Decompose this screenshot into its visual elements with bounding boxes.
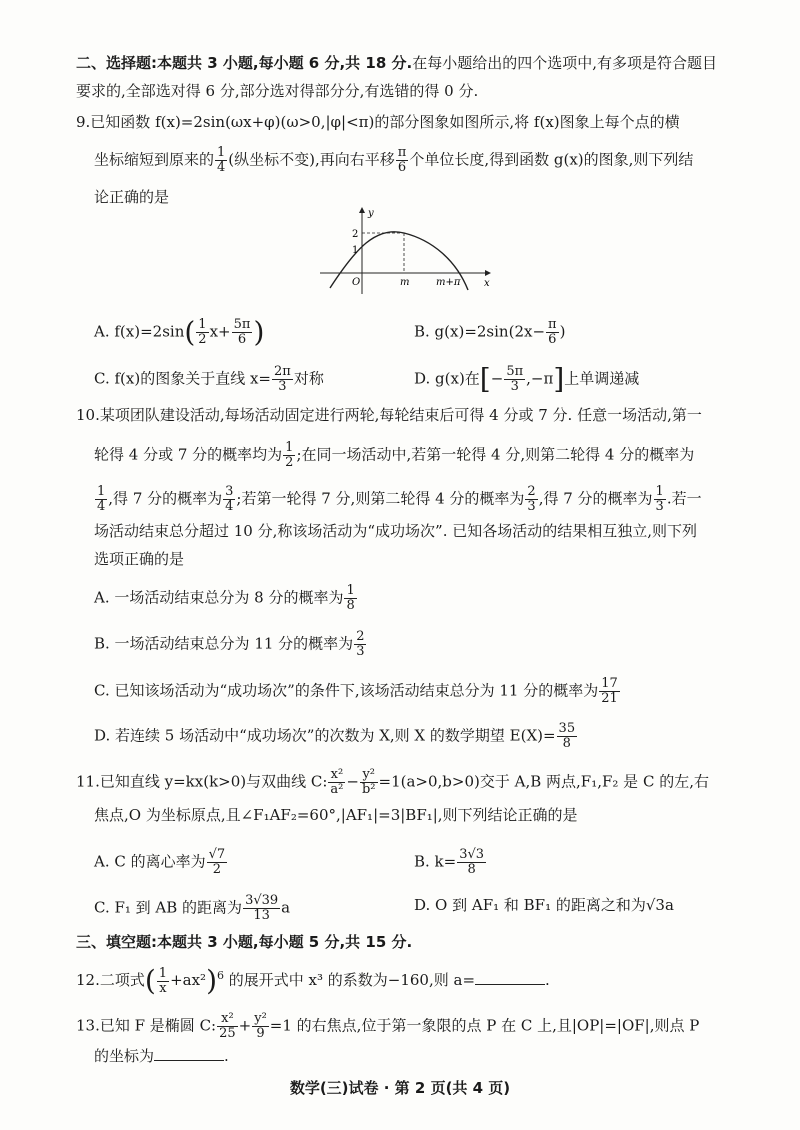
section2-heading-line2: 要求的,全部选对得 6 分,部分选对得部分分,有选错的得 0 分. xyxy=(76,82,479,100)
label-1: 1 xyxy=(352,245,359,256)
q10-option-c: C. 已知该场活动为“成功场次”的条件下,该场活动结束总分为 11 分的概率为 $\frac{17}{21}$ xyxy=(94,676,618,706)
label-y: y xyxy=(368,208,374,219)
section2-title: 二、选择题:本题共 3 小题,每小题 6 分,共 18 分. xyxy=(76,54,413,72)
q9-text: 坐标缩短到原来的 xyxy=(94,150,215,169)
q11-option-c: C. F₁ 到 AB 的距离为 $\frac{3√39}{13}$ a xyxy=(94,893,291,923)
q11-option-b: B. k= $\frac{3√3}{8}$ xyxy=(414,847,485,877)
q13-answer-blank[interactable] xyxy=(154,1046,224,1061)
q10-option-b: B. 一场活动结束总分为 11 分的概率为 $\frac{2}{3}$ xyxy=(94,629,365,659)
q10-line4: 场活动结束总分超过 10 分,称该场活动为“成功场次”. 已知各场活动的结果相互独立,则下列 xyxy=(94,522,698,540)
q9-option-a: A. f(x)=2sin( $\frac{1}{2}$ x+ $\frac{5\pi}{6}$ ) xyxy=(94,315,265,349)
label-origin: O xyxy=(352,277,361,288)
label-2: 2 xyxy=(352,229,359,240)
q12-answer-blank[interactable] xyxy=(475,970,545,985)
label-x: x xyxy=(484,278,490,289)
q9-line1: 9.已知函数 f(x)=2sin(ωx+φ)(ω>0,|φ|<π)的部分图象如图所示,将 f(x)图象上每个点的横 xyxy=(76,113,680,131)
q9-function-graph xyxy=(316,204,496,296)
q11-line1: 11.已知直线 y=kx(k>0)与双曲线 C: $\frac{\text{x²}}{\text{a²}}$ − $\frac{\text{y²}}{\text{b²}}$ =1(a>0,b>0)交于 A,B 两点,F₁,F₂ 是 C 的左,右 xyxy=(76,767,709,797)
q9-option-b: B. g(x)=2sin(2x− $\frac{\pi}{6}$ ) xyxy=(414,317,566,347)
q9-option-c: C. f(x)的图象关于直线 x= $\frac{2\pi}{3}$ 对称 xyxy=(94,364,324,394)
q9-option-d: D. g(x)在[− $\frac{5\pi}{3}$ ,−π]上单调递减 xyxy=(414,362,640,396)
label-m-pi: m+π xyxy=(436,277,461,288)
q9-frac-quarter: $\frac{1}{4}$ xyxy=(217,145,226,175)
q10-option-a: A. 一场活动结束总分为 8 分的概率为 $\frac{1}{8}$ xyxy=(94,583,355,613)
q9-line3: 论正确的是 xyxy=(94,188,170,206)
label-m: m xyxy=(400,277,410,288)
q9-text: 个单位长度,得到函数 g(x)的图象,则下列结 xyxy=(409,150,694,169)
q13-line1: 13.已知 F 是椭圆 C: $\frac{\text{x²}}{25}$ + $\frac{\text{y²}}{9}$ =1 的右焦点,位于第一象限的点 P 在 C 上,且|OP|=|OF|,则点 P xyxy=(76,1011,700,1041)
q10-line5: 选项正确的是 xyxy=(94,550,185,568)
q10-line1: 10.某项团队建设活动,每场活动固定进行两轮,每轮结束后可得 4 分或 7 分. 任意一场活动,第一 xyxy=(76,406,702,424)
q9-text: (纵坐标不变),再向右平移 xyxy=(228,150,395,169)
section2-rest: 在每小题给出的四个选项中,有多项是符合题目 xyxy=(412,54,717,72)
page-footer: 数学(三)试卷 · 第 2 页(共 4 页) xyxy=(289,1079,511,1097)
q11-line2: 焦点,O 为坐标原点,且∠F₁AF₂=60°,|AF₁|=3|BF₁|,则下列结论正确的是 xyxy=(94,806,578,824)
section2-heading xyxy=(76,52,728,74)
q10-line2: 轮得 4 分或 7 分的概率均为 $\frac{1}{2}$ ;在同一场活动中,若第一轮得 4 分,则第二轮得 4 分的概率为 xyxy=(94,440,695,470)
section3-heading: 三、填空题:本题共 3 小题,每小题 5 分,共 15 分. xyxy=(76,933,413,951)
q11-option-a: A. C 的离心率为 $\frac{√7}{2}$ xyxy=(94,847,226,877)
q10-line3: $\frac{1}{4}$ ,得 7 分的概率为 $\frac{3}{4}$ ;若第一轮得 7 分,则第二轮得 4 分的概率为 $\frac{2}{3}$ ,得 7 分的概率为 $\frac{1}{3}$ .若一 xyxy=(97,484,702,514)
q10-option-d: D. 若连续 5 场活动中“成功场次”的次数为 X,则 X 的数学期望 E(X)= $\frac{35}{8}$ xyxy=(94,721,576,751)
q12: 12.二项式( $\frac{1}{x}$ +ax²)$^6$ 的展开式中 x³ 的系数为−160,则 a= . xyxy=(76,964,550,997)
q9-line2 xyxy=(94,146,746,175)
q9-frac-pi6: $\frac{\pi}{6}$ xyxy=(397,145,407,175)
q11-option-d: D. O 到 AF₁ 和 BF₁ 的距离之和为√3a xyxy=(414,896,674,914)
q13-line2: 的坐标为 . xyxy=(94,1047,229,1065)
